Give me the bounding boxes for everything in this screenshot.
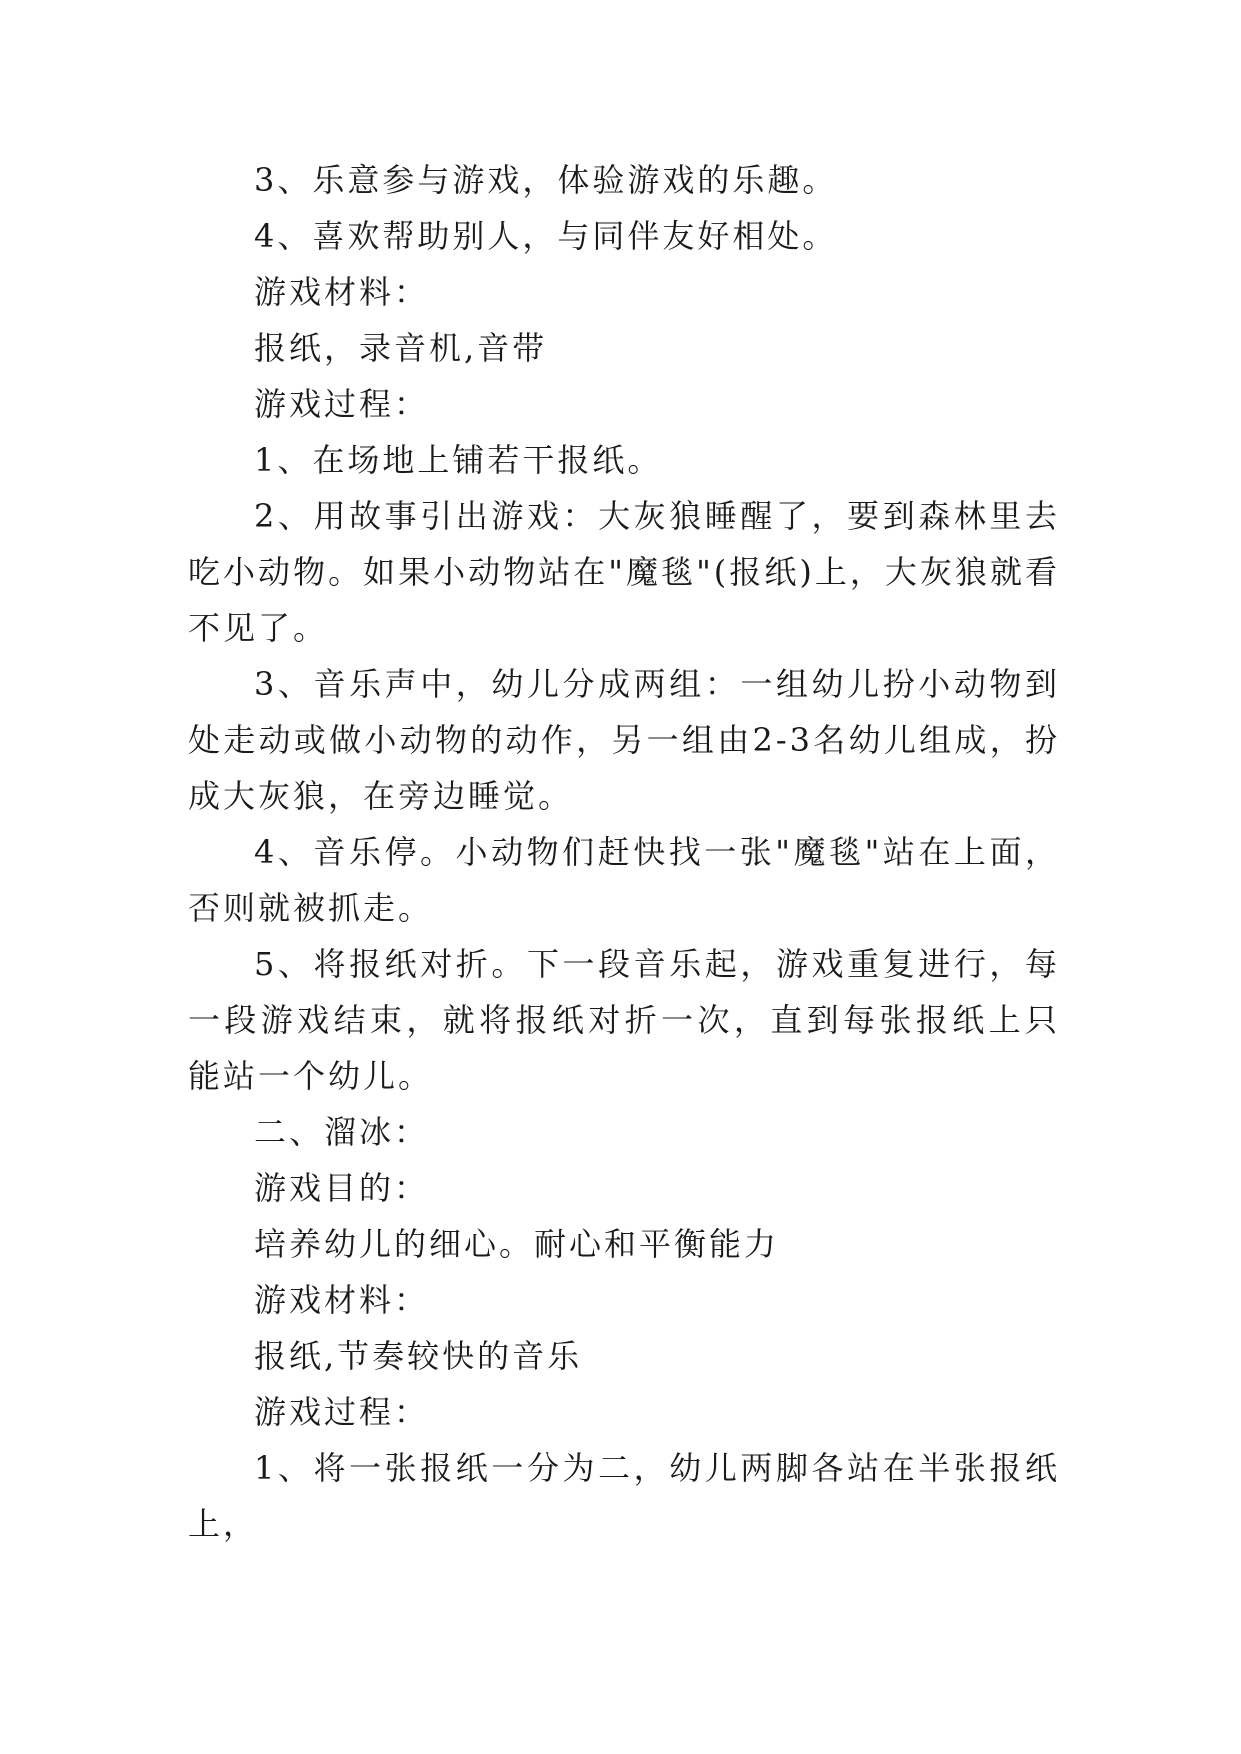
paragraph-goal-4: 4、喜欢帮助别人，与同伴友好相处。 [254,217,838,255]
paragraph-skating-step-1: 1、将一张报纸一分为二，幼儿两脚各站在半张报纸上， [188,1449,1060,1543]
paragraph-goal-3: 3、乐意参与游戏，体验游戏的乐趣。 [254,161,838,199]
heading-process-2: 游戏过程： [254,1393,430,1431]
paragraph-materials: 报纸，录音机,音带 [254,329,548,367]
paragraph-goal: 培养幼儿的细心。耐心和平衡能力 [254,1225,780,1263]
document-body [188,152,1060,1552]
heading-goal: 游戏目的： [254,1169,430,1207]
heading-materials: 游戏材料： [254,273,430,311]
heading-materials-2: 游戏材料： [254,1281,430,1319]
paragraph-step-4: 4、音乐停。小动物们赶快找一张"魔毯"站在上面，否则就被抓走。 [188,833,1060,927]
paragraph-materials-2: 报纸,节奏较快的音乐 [254,1337,583,1375]
heading-process: 游戏过程： [254,385,430,423]
section-heading-skating: 二、溜冰： [254,1113,430,1151]
paragraph-step-1: 1、在场地上铺若干报纸。 [254,441,663,479]
paragraph-step-3: 3、音乐声中，幼儿分成两组：一组幼儿扮小动物到处走动或做小动物的动作，另一组由2-3名幼儿组成，扮成大灰狼，在旁边睡觉。 [188,665,1060,815]
paragraph-step-5: 5、将报纸对折。下一段音乐起，游戏重复进行，每一段游戏结束，就将报纸对折一次，直到每张报纸上只能站一个幼儿。 [188,945,1060,1095]
paragraph-step-2: 2、用故事引出游戏：大灰狼睡醒了，要到森林里去吃小动物。如果小动物站在"魔毯"(报纸)上，大灰狼就看不见了。 [188,497,1060,647]
